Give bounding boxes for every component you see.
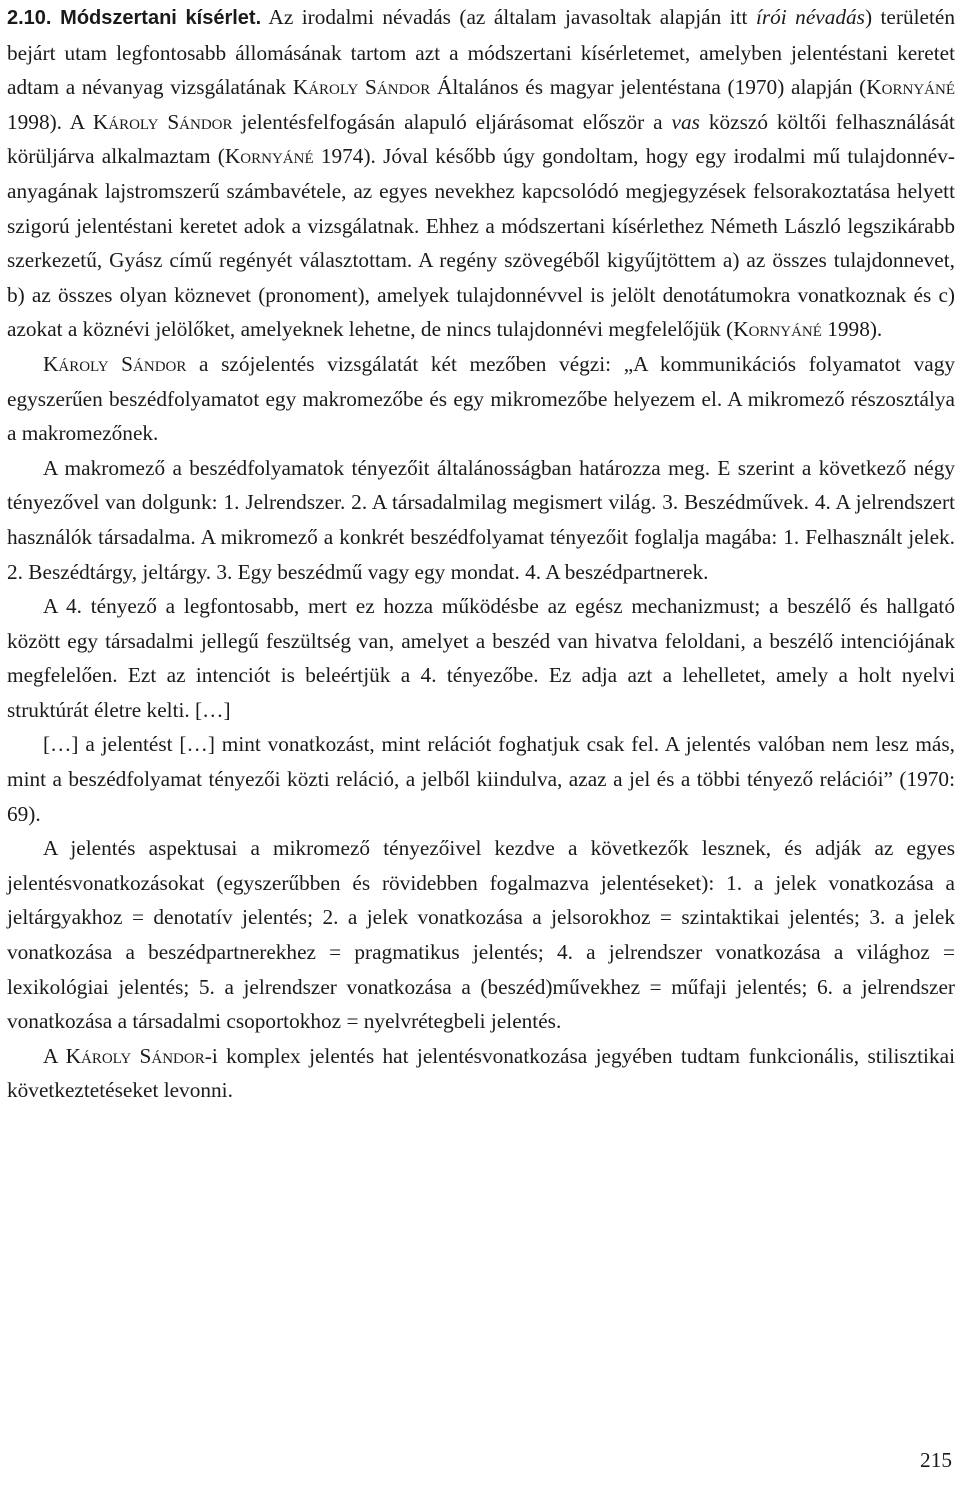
paragraph-7	[7, 1039, 955, 1108]
document-page	[7, 0, 955, 1108]
page-number: 215	[920, 1448, 952, 1472]
author-name: Kornyáné	[224, 144, 314, 169]
text-run: ) területén bejárt utam legfontosabb állomásának tartom azt a módszertani kísérletemet, amelyben jelentéstani keretet adtam a névanyag vizsgálatának	[7, 5, 955, 100]
text-run: jelentésfelfogásán alapuló eljárásomat először a	[232, 109, 672, 134]
text-run: közszó költői felhasználását körüljárva alkalmaztam (	[7, 109, 955, 169]
paragraph-2	[7, 347, 955, 451]
author-name: Kornyáné	[733, 317, 822, 342]
paragraph-5: […] a jelentést […] mint vonatkozást, mint relációt foghatjuk csak fel. A jelentés valóban nem lesz más, mint a beszédfolyamat tényezői közti reláció, a jelből kiindulva, azaz a jel és a többi tényező relációi” (1970: 69).	[7, 732, 955, 826]
italic-term: írói névadás	[755, 5, 865, 29]
author-name: Kornyáné	[866, 75, 955, 100]
text-run: -i komplex jelentés hat jelentésvonatkozása jegyében tudtam funkcionális, stilisztikai következtetéseket levonni.	[7, 1043, 955, 1103]
paragraph-1	[7, 0, 955, 347]
paragraph-3: A makromező a beszédfolyamatok tényezőit általánosságban határozza meg. E szerint a következő négy tényezővel van dolgunk: 1. Jelrendszer. 2. A társadalmilag megismert világ. 3. Beszédművek. 4. A jelrendszert használók társadalma. A mikromező a konkrét beszédfolyamat tényezőit foglalja magába: 1. Felhasznált jelek. 2. Beszédtárgy, jeltárgy. 3. Egy beszédmű vagy egy mondat. 4. A beszédpartnerek.	[7, 455, 955, 584]
section-heading: 2.10. Módszertani kísérlet.	[7, 7, 262, 29]
text-run: 1974). Jóval később úgy gondoltam, hogy egy irodalmi mű tulajdonnév-anyagának lajstromszerű számbavétele, az egyes nevekhez kapcsolódó megjegyzések felsorakoztatása helyett szigorú jelentéstani keretet adok a vizsgálatnak. Ehhez a módszertani kísérlethez Németh László legszikárabb szerkezetű, Gyász című regényét választottam. A regény szövegéből kigyűjtöttem a) az összes tulajdonnevet, b) az összes olyan köznevet (pronoment), amelyek tulajdonnévvel is jelölt denotátumokra vonatkoznak és c) azokat a köznévi jelölőket, amelyeknek lehetne, de nincs tulajdonnévi megfelelőjük (	[7, 144, 955, 342]
author-name: Károly Sándor	[92, 109, 233, 134]
text-run: 1998).	[821, 317, 883, 342]
text-run: a szójelentés vizsgálatát két mezőben végzi: „A kommunikációs folyamatot vagy egyszerűen beszédfolyamatot egy makromezőbe és egy mikromezőbe helyezem el. A mikromező részosztálya a makromezőnek.	[7, 351, 955, 446]
paragraph-6: A jelentés aspektusai a mikromező tényezőivel kezdve a következők lesznek, és adják az egyes jelentésvonatkozásokat (egyszerűbben és rövidebben fogalmazva jelentéseket): 1. a jelek vonatkozása a jeltárgyakhoz = denotatív jelentés; 2. a jelek vonatkozása a jelsorokhoz = szintaktikai jelentés; 3. a jelek vonatkozása a beszédpartnerekhez = pragmatikus jelentés; 4. a jelrendszer vonatkozása a világhoz = lexikológiai jelentés; 5. a jelrendszer vonatkozása a (beszéd)művekhez = műfaji jelentés; 6. a jelrendszer vonatkozása a társadalmi csoportokhoz = nyelvrétegbeli jelentés.	[7, 836, 955, 1034]
author-name: Károly Sándor	[43, 351, 187, 376]
italic-term: vas	[671, 109, 700, 134]
author-name: Károly Sándor	[292, 75, 431, 100]
author-name: Károly Sándor	[65, 1043, 205, 1068]
text-run: Általános és magyar jelentéstana (1970) alapján (	[430, 75, 867, 100]
text-run: Az irodalmi névadás (az általam javasoltak alapján itt	[261, 5, 756, 29]
text-run: A	[43, 1043, 66, 1068]
paragraph-4: A 4. tényező a legfontosabb, mert ez hozza működésbe az egész mechanizmust; a beszélő és hallgató között egy társadalmi jellegű feszültség van, amelyet a beszéd van hivatva feloldani, a beszélő intenciójának megfelelően. Ezt az intenciót is beleértjük a 4. tényezőbe. Ez adja azt a lehelletet, amely a holt nyelvi struktúrát életre kelti. […]	[7, 594, 955, 722]
text-run: 1998). A	[7, 109, 93, 134]
